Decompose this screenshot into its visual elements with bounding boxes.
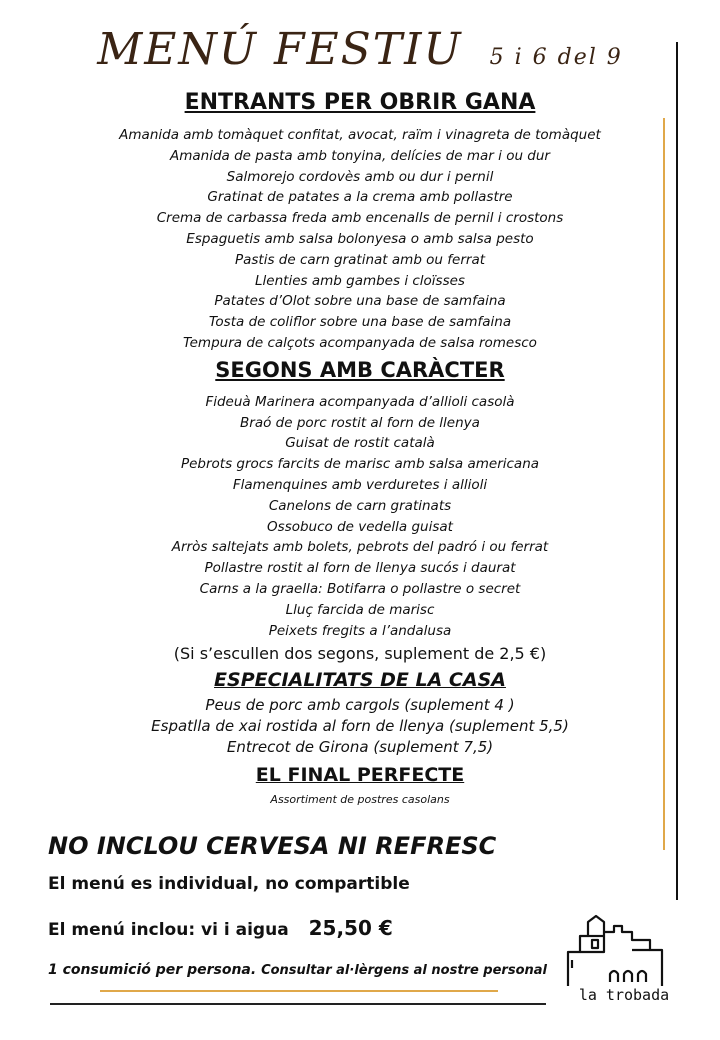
vertical-divider — [676, 42, 678, 900]
menu-content — [40, 90, 680, 808]
list-item: Peus de porc amb cargols (suplement 4 ) — [205, 696, 515, 715]
entrants-list — [40, 125, 680, 354]
list-item: Tempura de calçots acompanyada de salsa romesco — [183, 334, 537, 351]
list-item: Ossobuco de vedella guisat — [267, 518, 453, 535]
list-item: Flamenquines amb verduretes i allioli — [232, 476, 488, 493]
list-item: Espatlla de xai rostida al forn de llenya (suplement 5,5) — [151, 717, 569, 736]
list-item: Patates d’Olot sobre una base de samfaina — [214, 293, 506, 310]
inclou-label: El menú inclou: vi i aigua — [48, 920, 289, 940]
list-item: Canelons de carn gratinats — [268, 497, 452, 514]
list-item: Lluç farcida de marisc — [285, 601, 435, 618]
menu-title-main: MENÚ FESTIU — [97, 24, 463, 75]
list-item: Amanida de pasta amb tonyina, delícies de mar i ou dur — [170, 147, 550, 164]
consumicio-text: 1 consumició per persona. — [48, 962, 257, 978]
menu-date: 5 i 6 del 9 — [489, 45, 623, 70]
alergens-text: Consultar al·lèrgens al nostre personal — [261, 963, 547, 978]
no-inclou-notice: NO INCLOU CERVESA NI REFRESC — [48, 832, 497, 860]
list-item: Guisat de rostit català — [285, 435, 435, 452]
logo-text: la trobada — [578, 986, 670, 1004]
heading-especialitats: ESPECIALITATS DE LA CASA — [214, 669, 506, 692]
list-item: Carns a la graella: Botifarra o pollastre o secret — [199, 580, 521, 597]
list-item: Amanida amb tomàquet confitat, avocat, raïm i vinagreta de tomàquet — [119, 127, 601, 143]
especialitats-list — [40, 695, 680, 758]
consumicio-line — [48, 962, 608, 978]
list-item: Salmorejo cordovès amb ou dur i pernil — [226, 168, 494, 185]
gold-vertical-divider — [663, 118, 665, 850]
list-item: Llenties amb gambes i cloïsses — [255, 272, 465, 289]
inclou-line — [48, 916, 608, 940]
gold-horizontal-divider — [100, 990, 498, 992]
list-item: Entrecot de Girona (suplement 7,5) — [226, 738, 494, 757]
individual-notice: El menú es individual, no compartible — [48, 874, 410, 894]
list-item: Gratinat de patates a la crema amb pollastre — [207, 189, 513, 206]
segons-list — [40, 392, 680, 642]
list-item: Pollastre rostit al forn de llenya sucós i daurat — [204, 560, 516, 577]
list-item: Arròs saltejats amb bolets, pebrots del padró i ou ferrat — [171, 539, 549, 556]
menu-price: 25,50 € — [308, 916, 393, 940]
heading-final: EL FINAL PERFECTE — [255, 764, 465, 787]
heading-segons: SEGONS AMB CARÀCTER — [215, 357, 505, 382]
list-item: Braó de porc rostit al forn de llenya — [240, 414, 480, 431]
heading-entrants: ENTRANTS PER OBRIR GANA — [184, 90, 536, 115]
list-item: Fideuà Marinera acompanyada d’allioli casolà — [205, 393, 515, 410]
horizontal-divider — [50, 1003, 546, 1005]
menu-title — [0, 24, 720, 75]
list-item: Pebrots grocs farcits de marisc amb salsa americana — [180, 456, 540, 473]
list-item: Pastis de carn gratinat amb ou ferrat — [234, 251, 486, 268]
list-item: Espaguetis amb salsa bolonyesa o amb salsa pesto — [186, 230, 534, 247]
list-item: Crema de carbassa freda amb encenalls de pernil i crostons — [156, 210, 564, 227]
list-item: Peixets fregits a l’andalusa — [268, 622, 452, 639]
final-note: Assortiment de postres casolans — [270, 793, 450, 807]
segons-suplement: (Si s’escullen dos segons, suplement de 2,5 €) — [173, 644, 547, 664]
list-item: Tosta de coliflor sobre una base de samfaina — [208, 314, 512, 331]
